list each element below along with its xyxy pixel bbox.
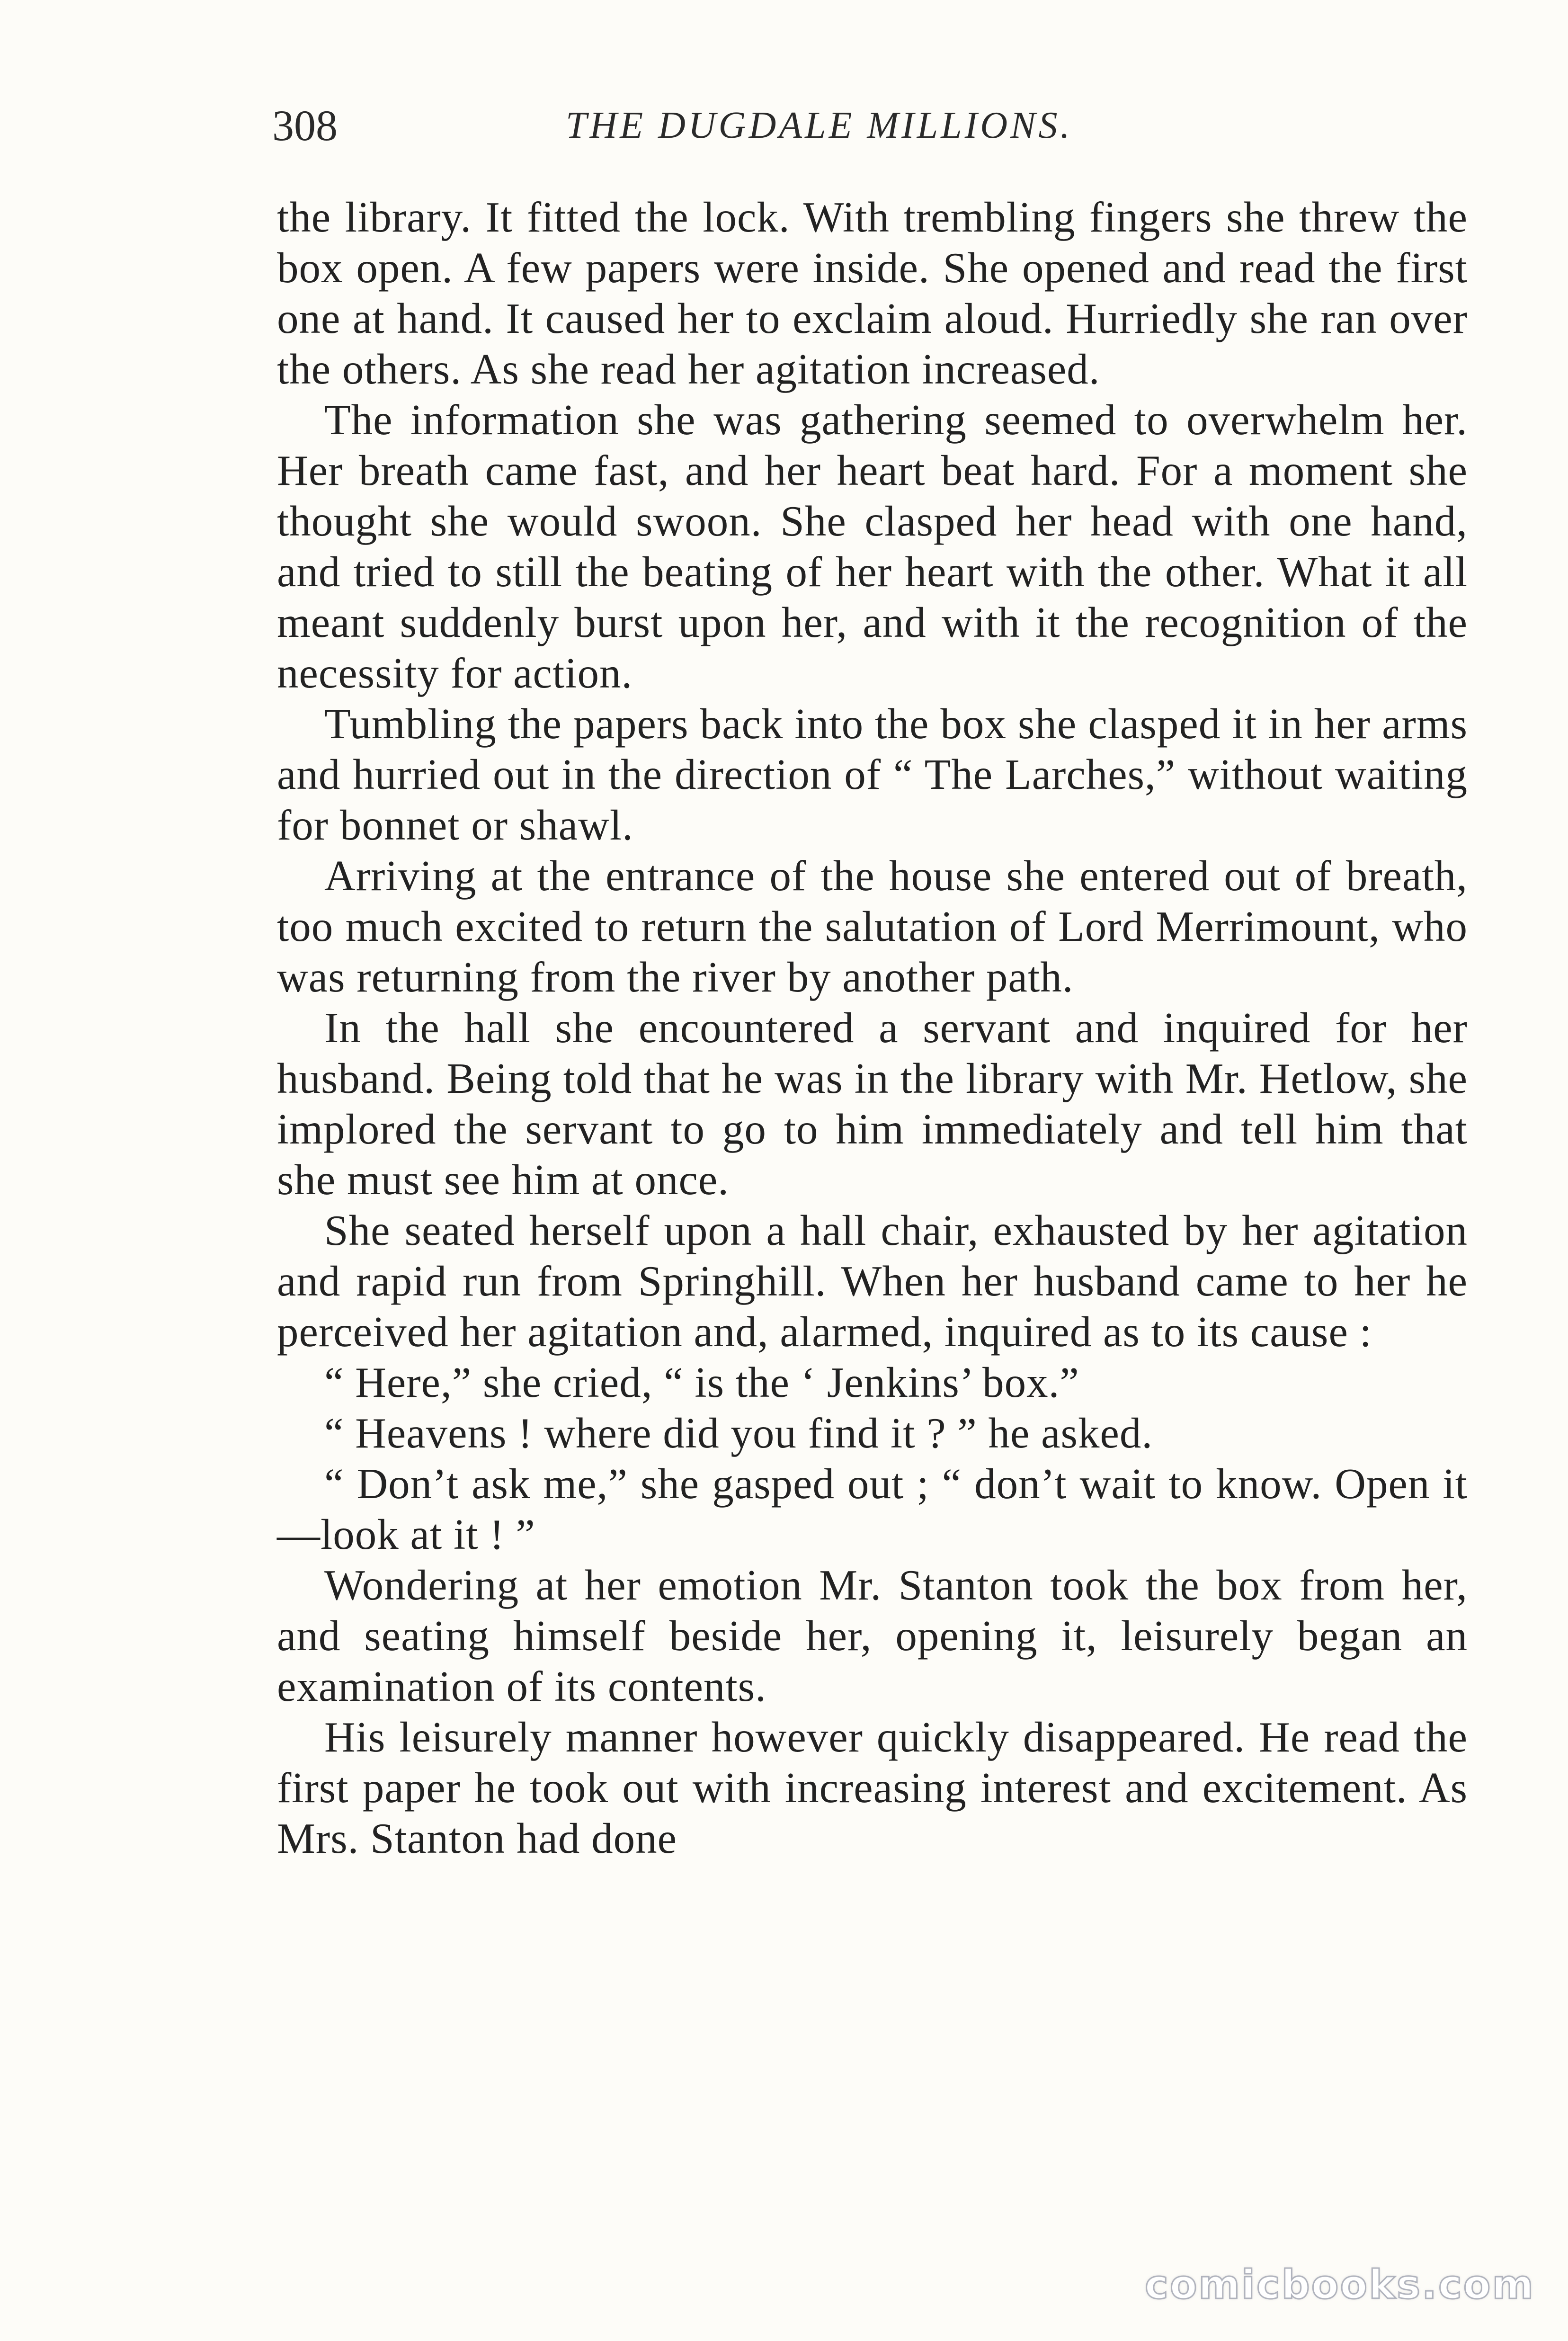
page-header xyxy=(272,97,1465,154)
paragraph: “ Heavens ! where did you find it ? ” he asked. xyxy=(324,1409,1153,1457)
paragraph: In the hall she encountered a servant and inquired for her husband. Being told that he was in the library with Mr. Hetlow, she implored the servant to go to him immediately and tell him that she must see him at once. xyxy=(277,1004,1468,1204)
page-number: 308 xyxy=(272,101,338,150)
paragraph: She seated herself upon a hall chair, exhausted by her agitation and rapid run from Springhill. When her husband came to her he perceived her agitation and, alarmed, inquired as to its cause : xyxy=(277,1206,1468,1356)
body-text xyxy=(277,192,1468,2162)
paragraph: the library. It fitted the lock. With trembling fingers she threw the box open. A few papers were inside. She opened and read the first one at hand. It caused her to exclaim aloud. Hurriedly she ran over the others. As she read her agitation increased. xyxy=(277,193,1468,393)
paragraph: His leisurely manner however quickly disappeared. He read the first paper he took out with increasing interest and excitement. As Mrs. Stanton had done xyxy=(277,1713,1468,1862)
paragraph: The information she was gathering seemed to overwhelm her. Her breath came fast, and her heart beat hard. For a moment she thought she would swoon. She clasped her head with one hand, and tried to still the beating of her heart with the other. What it all meant suddenly burst upon her, and with it the recognition of the necessity for action. xyxy=(277,396,1468,697)
paragraph: “ Don’t ask me,” she gasped out ; “ don’t wait to know. Open it—look at it ! ” xyxy=(277,1460,1468,1558)
running-title: THE DUGDALE MILLIONS. xyxy=(566,105,1073,146)
paragraph: Arriving at the entrance of the house she entered out of breath, too much excited to return the salutation of Lord Merrimount, who was returning from the river by another path. xyxy=(277,852,1468,1001)
watermark: comicbooks.com xyxy=(1145,2261,1535,2308)
paragraph: Wondering at her emotion Mr. Stanton took the box from her, and seating himself beside her, opening it, leisurely began an examination of its contents. xyxy=(277,1561,1468,1710)
paragraph: “ Here,” she cried, “ is the ‘ Jenkins’ box.” xyxy=(324,1358,1079,1406)
paragraph: Tumbling the papers back into the box she clasped it in her arms and hurried out in the direction of “ The Larches,” without waiting for bonnet or shawl. xyxy=(277,700,1468,849)
